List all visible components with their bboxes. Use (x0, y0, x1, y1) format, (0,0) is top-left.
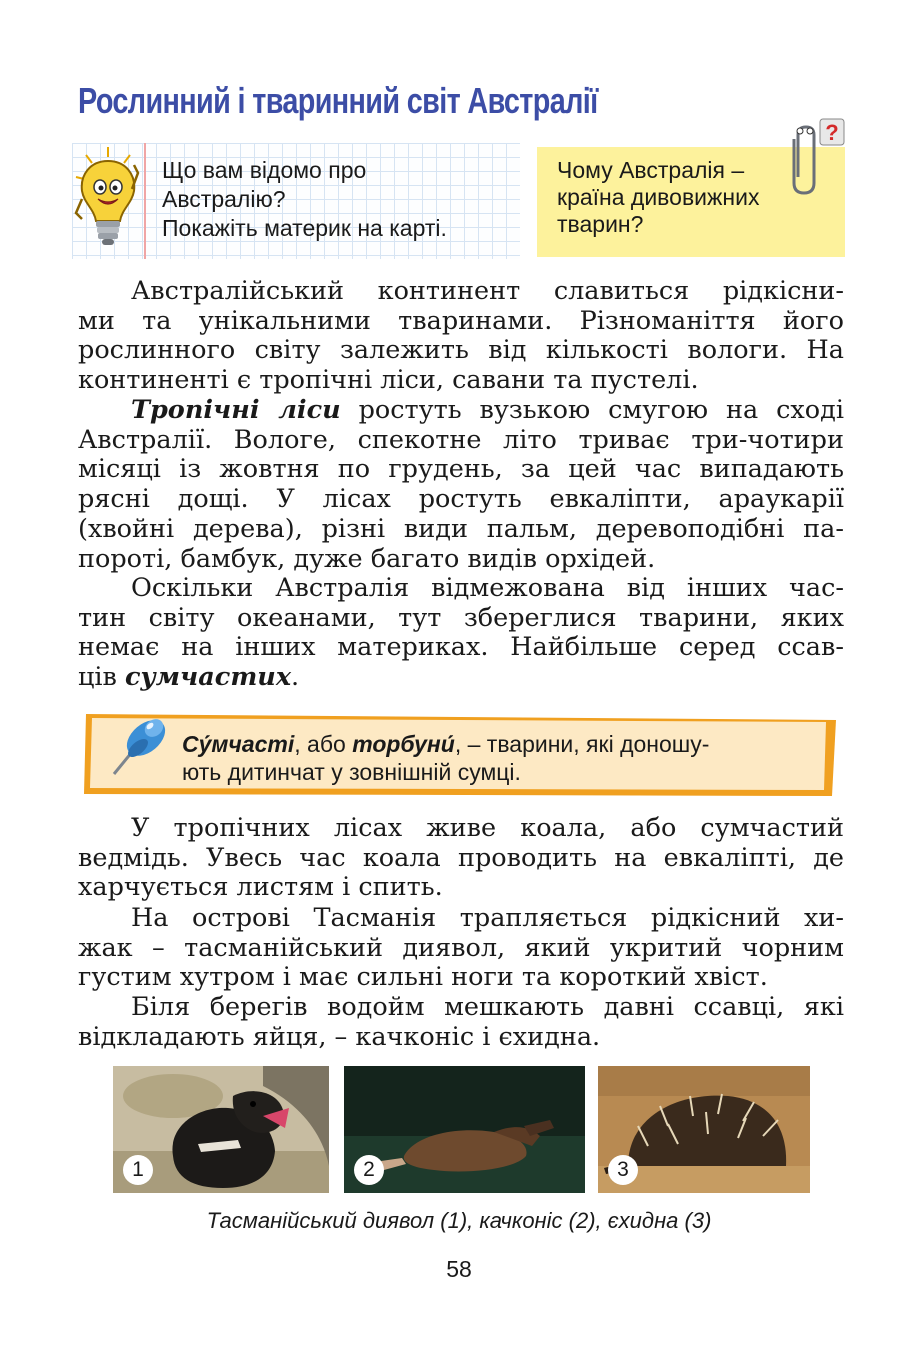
text-fragment: ростуть вузькою смугою на сході (340, 395, 844, 425)
definition-box (82, 712, 840, 798)
paragraph-platypus-echidna (78, 993, 844, 1052)
definition-line: ють дитинчат у зовнішній сумці. (182, 759, 521, 785)
term-marsupials: Су́мчасті (182, 731, 295, 757)
photo-number-badge: 2 (354, 1155, 384, 1185)
photo-tasmanian-devil (113, 1066, 329, 1193)
text-line: харчується листям і спить. (78, 872, 443, 903)
text-fragment: ців (78, 662, 126, 693)
paragraph-tropical-forests (78, 396, 844, 574)
photo-platypus (344, 1066, 585, 1193)
photo-number-badge: 1 (123, 1155, 153, 1185)
text-line: На острові Тасманія трапляється рідкісний хи- (131, 903, 844, 933)
photo-number-badge: 3 (608, 1155, 638, 1185)
text-line: Оскільки Австралія відмежована від інших час- (131, 573, 844, 603)
text-line: (хвойні дерева), різні види пальм, деревоподібні па- (78, 513, 844, 544)
pushpin-icon (96, 708, 176, 788)
term-torbuny: торбуни́ (352, 731, 455, 757)
definition-line (182, 730, 709, 758)
question-line: Австралію? (162, 186, 286, 212)
text-line: відкладають яйця, – качконіс і єхидна. (78, 1021, 601, 1052)
text-line: Австралійський континент славиться рідкісни- (131, 276, 844, 306)
margin-line (144, 143, 146, 259)
lightbulb-mascot-icon (72, 143, 144, 259)
paragraph-isolation (78, 574, 844, 693)
question-line: Покажіть материк на карті. (162, 215, 447, 241)
page-number: 58 (446, 1256, 472, 1282)
text-line: Австралії. Вологе, спекотне літо триває три-чотири (78, 424, 844, 455)
question-box (72, 143, 520, 259)
term-tropical-forests: Тропічні ліси (131, 395, 341, 425)
paragraph-koala (78, 814, 844, 903)
definition-text (182, 730, 709, 786)
text-line: У тропічних лісах живе коала, або сумчастий (131, 813, 844, 843)
note-line: Чому Австралія – (557, 157, 745, 183)
text-fragment: , або (294, 731, 353, 757)
text-line: ведмідь. Увесь час коала проводить на евкаліпті, де (78, 842, 844, 873)
text-line: немає на інших материках. Найбільше серед ссав- (78, 632, 844, 663)
paperclip-question-icon (780, 117, 850, 197)
text-line (78, 663, 844, 693)
note-text (557, 157, 759, 238)
question-line: Що вам відомо про (162, 157, 367, 183)
paragraph-intro (78, 277, 844, 396)
text-line: Біля берегів водойм мешкають давні ссавці, які (131, 992, 844, 1022)
page-title: Рослинний і тваринний світ Австралії (78, 80, 598, 121)
text-line: місяці із жовтня по грудень, за цей час випадають (78, 454, 844, 485)
photo-caption: Тасманійський диявол (1), качконіс (2), єхидна (3) (206, 1208, 712, 1233)
text-fragment: . (291, 662, 300, 693)
note-line: країна дивовижних (557, 184, 760, 210)
text-line (78, 396, 844, 426)
text-line: жак – тасманійський диявол, який укритий чорним (78, 932, 844, 963)
text-line: тин світу океанами, тут збереглися тварини, яких (78, 602, 844, 633)
photo-echidna (598, 1066, 810, 1193)
text-line: ми та унікальними тваринами. Різноманіття його (78, 305, 844, 336)
text-line: рясні дощі. У лісах ростуть евкаліпти, араукарії (78, 484, 844, 515)
text-line: рослинного світу залежить від кількості вологи. На (78, 335, 844, 366)
svg-text:?: ? (825, 120, 839, 145)
text-line: пороті, бамбук, дуже багато видів орхідей. (78, 543, 656, 574)
text-fragment: , – тварини, які доношу- (454, 731, 710, 757)
paragraph-tasmanian-devil (78, 904, 844, 993)
term-marsupials: сумчастих (125, 662, 292, 693)
text-line: густим хутром і має сильні ноги та короткий хвіст. (78, 962, 768, 993)
note-line: тварин? (557, 211, 644, 237)
question-text (162, 156, 447, 243)
text-line: континенті є тропічні ліси, савани та пустелі. (78, 365, 699, 396)
